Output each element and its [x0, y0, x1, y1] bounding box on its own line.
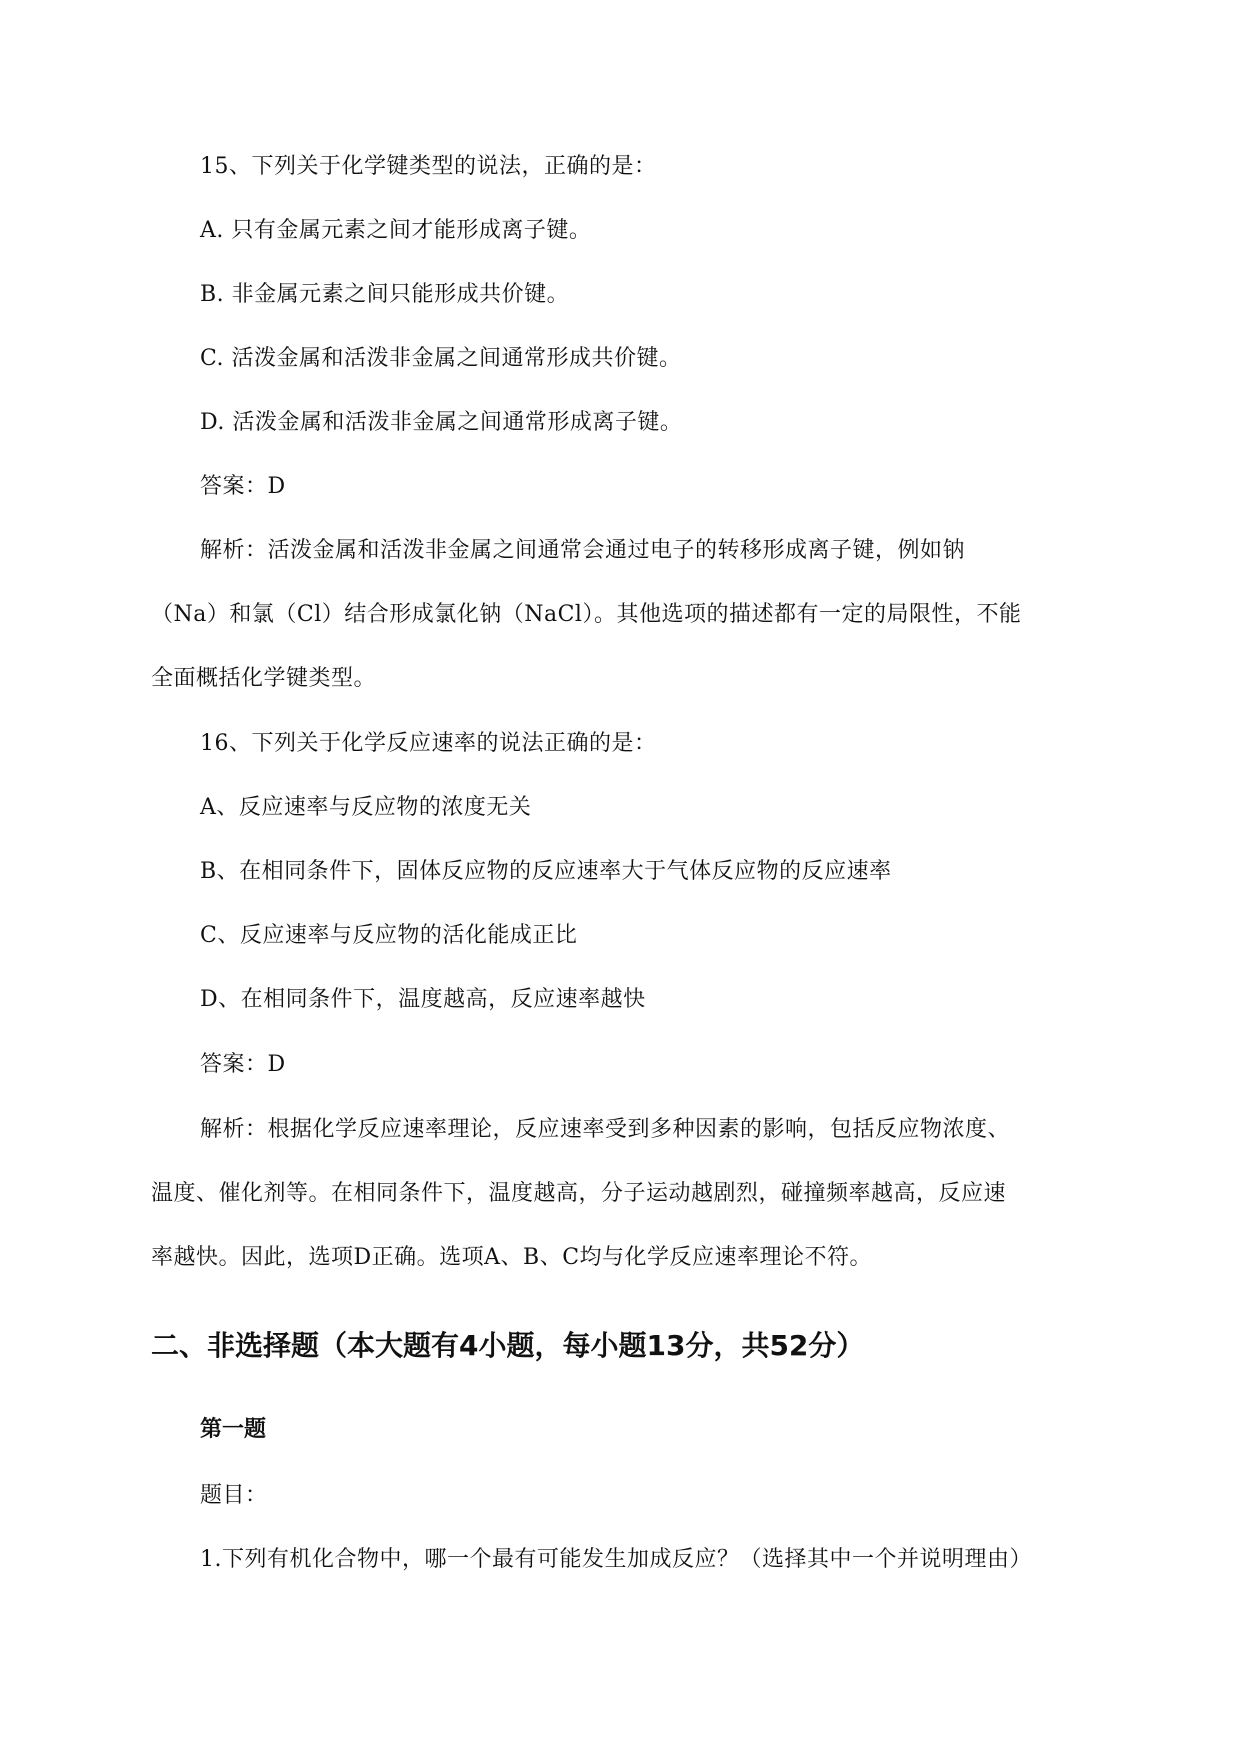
q15-explanation-line-2: （Na）和氯（Cl）结合形成氯化钠（NaCl）。其他选项的描述都有一定的局限性，不能: [151, 602, 1022, 627]
q15-option-a: A. 只有金属元素之间才能形成离子键。: [200, 218, 592, 243]
q16-answer: 答案：D: [200, 1052, 286, 1077]
q15-option-b: B. 非金属元素之间只能形成共价键。: [200, 282, 570, 307]
q16-option-b: B、在相同条件下，固体反应物的反应速率大于气体反应物的反应速率: [200, 859, 892, 884]
section-heading: 二、非选择题（本大题有4小题，每小题13分，共52分）: [151, 1329, 865, 1362]
q16-explanation-line-1: 解析：根据化学反应速率理论，反应速率受到多种因素的影响，包括反应物浓度、: [200, 1117, 1011, 1142]
q16-stem: 16、下列关于化学反应速率的说法正确的是：: [200, 731, 657, 756]
question-prompt-label: 题目：: [200, 1483, 268, 1508]
q16-option-c: C、反应速率与反应物的活化能成正比: [200, 923, 578, 948]
q16-explanation-line-2: 温度、催化剂等。在相同条件下，温度越高，分子运动越剧烈，碰撞频率越高，反应速: [151, 1181, 1007, 1206]
q15-stem: 15、下列关于化学键类型的说法，正确的是：: [200, 154, 657, 179]
question-text: 1.下列有机化合物中，哪一个最有可能发生加成反应？（选择其中一个并说明理由）: [200, 1547, 1032, 1572]
q15-option-c: C. 活泼金属和活泼非金属之间通常形成共价键。: [200, 346, 682, 371]
sub-heading: 第一题: [200, 1417, 267, 1442]
q16-option-d: D、在相同条件下，温度越高，反应速率越快: [200, 987, 646, 1012]
q15-option-d: D. 活泼金属和活泼非金属之间通常形成离子键。: [200, 410, 683, 435]
q15-answer: 答案：D: [200, 474, 286, 499]
q15-explanation-line-1: 解析：活泼金属和活泼非金属之间通常会通过电子的转移形成离子键，例如钠: [200, 538, 966, 563]
q16-explanation-line-3: 率越快。因此，选项D正确。选项A、B、C均与化学反应速率理论不符。: [151, 1245, 873, 1270]
q15-explanation-line-3: 全面概括化学键类型。: [151, 666, 377, 691]
q16-option-a: A、反应速率与反应物的浓度无关: [200, 795, 532, 820]
